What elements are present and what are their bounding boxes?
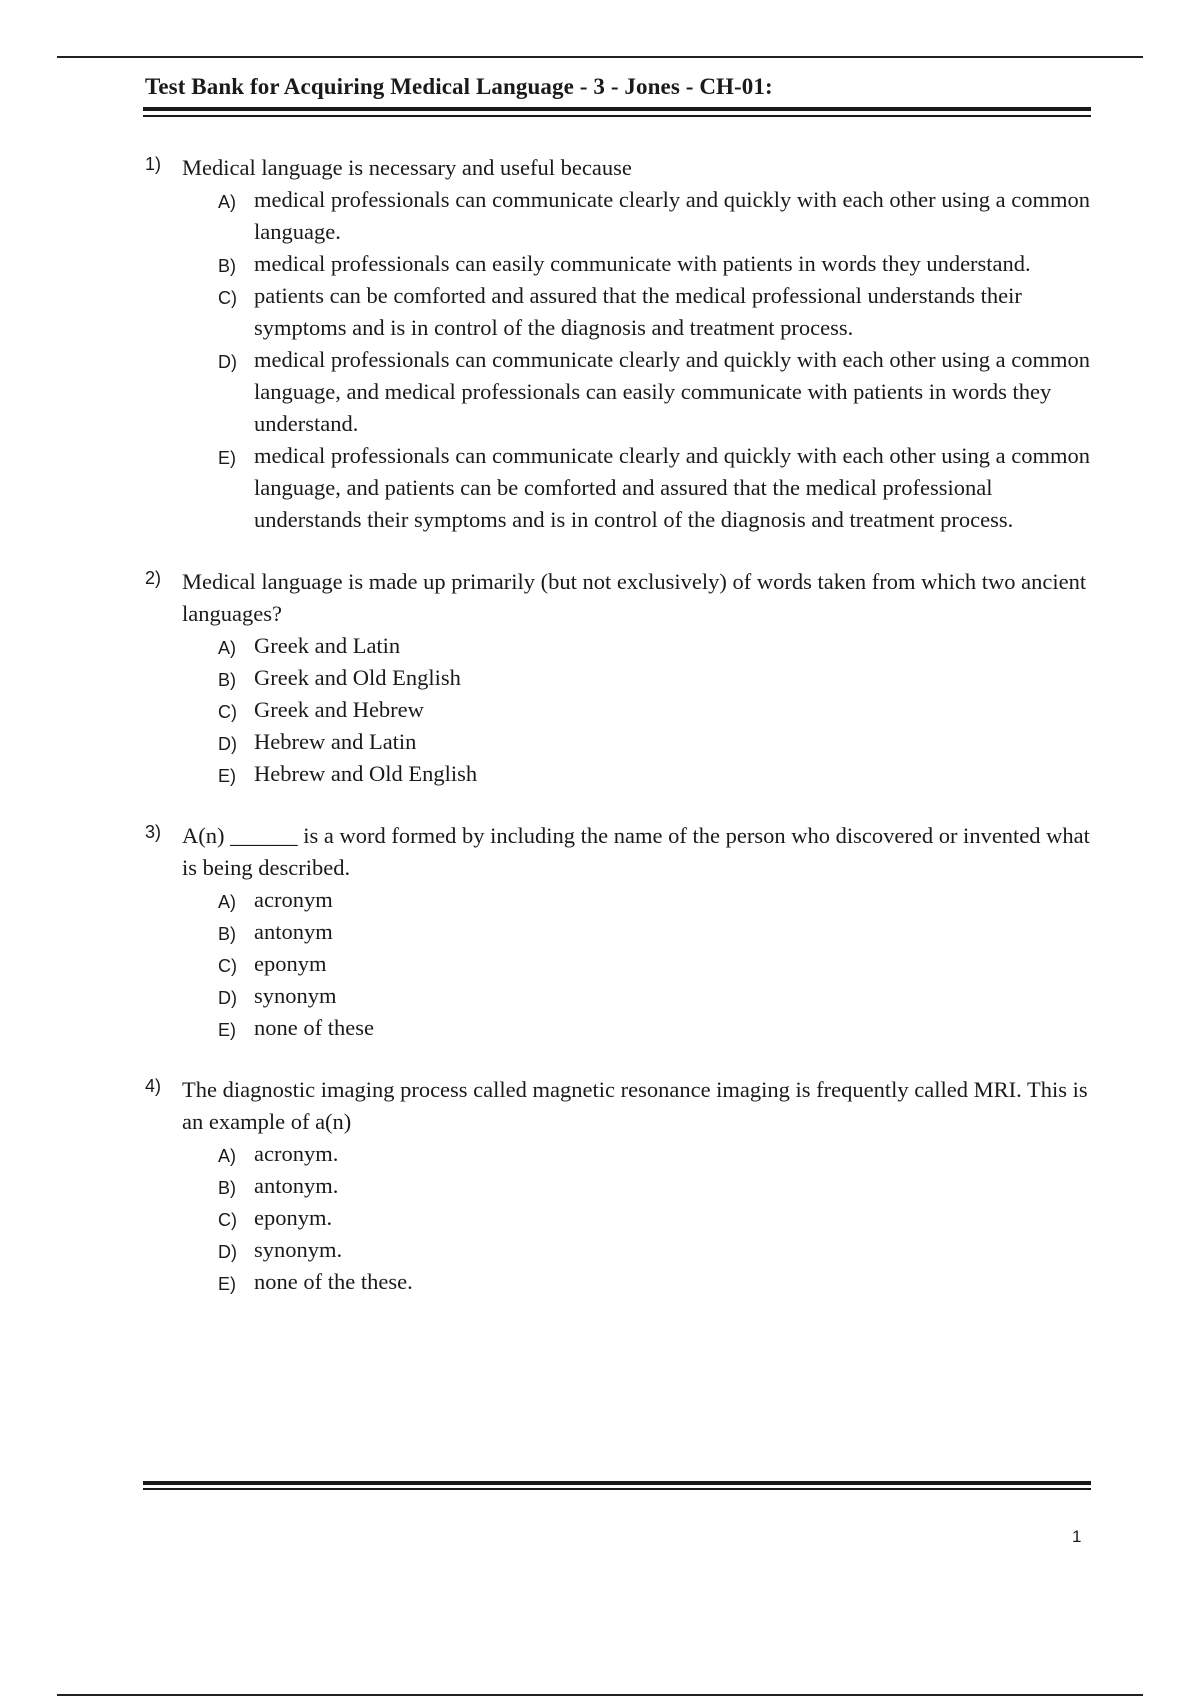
option-text: Greek and Old English (254, 665, 461, 690)
option-text: medical professionals can communicate clearly and quickly with each other using a common language, and patients can be comforted and assured that the medical professional understands their symptoms and is in control of the diagnosis and treatment process. (254, 443, 1090, 532)
option-letter: D) (218, 1242, 237, 1262)
option-letter: C) (218, 702, 237, 722)
option-text: none of the these. (254, 1269, 413, 1294)
option-letter: B) (218, 256, 236, 276)
option-text: medical professionals can easily communicate with patients in words they understand. (254, 251, 1031, 276)
document-header-title: Test Bank for Acquiring Medical Language - 3 - Jones - CH-01: (145, 74, 773, 99)
option-text: acronym. (254, 1141, 339, 1166)
question-1 (145, 152, 1095, 536)
option-text: patients can be comforted and assured that the medical professional understands their symptoms and is in control of the diagnosis and treatment process. (254, 283, 1022, 340)
header-rule-thin (143, 115, 1091, 117)
page-top-border (57, 56, 1143, 58)
answer-options (182, 884, 1095, 1044)
option-letter: A) (218, 192, 236, 212)
option-letter: E) (218, 1274, 236, 1294)
option-letter: B) (218, 924, 236, 944)
option-text: antonym. (254, 1173, 339, 1198)
option-text: eponym. (254, 1205, 333, 1230)
question-text: Medical language is made up primarily (but not exclusively) of words taken from which two ancient languages? (182, 569, 1087, 626)
option-text: medical professionals can communicate clearly and quickly with each other using a common language. (254, 187, 1090, 244)
question-3 (145, 820, 1095, 1044)
answer-option-d (218, 726, 1095, 758)
option-letter: D) (218, 352, 237, 372)
answer-option-b (218, 916, 1095, 948)
page-bottom-border (57, 1694, 1143, 1696)
option-text: Hebrew and Old English (254, 761, 478, 786)
answer-option-e (218, 440, 1095, 536)
option-text: synonym. (254, 1237, 343, 1262)
footer-rule-thick (143, 1481, 1091, 1485)
option-letter: C) (218, 956, 237, 976)
footer-rule-thin (143, 1488, 1091, 1490)
option-letter: C) (218, 1210, 237, 1230)
answer-options (182, 1138, 1095, 1298)
answer-option-a (218, 1138, 1095, 1170)
answer-option-c (218, 1202, 1095, 1234)
question-2 (145, 566, 1095, 790)
answer-option-b (218, 1170, 1095, 1202)
option-letter: B) (218, 1178, 236, 1198)
option-text: acronym (254, 887, 333, 912)
question-text: The diagnostic imaging process called magnetic resonance imaging is frequently called MRI. This is an example of a(n) (182, 1077, 1088, 1134)
option-text: antonym (254, 919, 333, 944)
answer-option-d (218, 1234, 1095, 1266)
answer-option-a (218, 184, 1095, 248)
answer-option-b (218, 248, 1095, 280)
answer-option-b (218, 662, 1095, 694)
answer-option-e (218, 1012, 1095, 1044)
answer-option-d (218, 344, 1095, 440)
option-text: synonym (254, 983, 337, 1008)
answer-options (182, 184, 1095, 536)
option-text: Greek and Hebrew (254, 697, 424, 722)
option-letter: D) (218, 988, 237, 1008)
answer-option-a (218, 630, 1095, 662)
option-letter: A) (218, 638, 236, 658)
answer-option-a (218, 884, 1095, 916)
option-text: none of these (254, 1015, 374, 1040)
answer-option-c (218, 694, 1095, 726)
header-rule-thick (143, 107, 1091, 111)
question-number: 1) (145, 154, 162, 174)
header-double-rule (143, 107, 1091, 118)
question-number: 3) (145, 822, 162, 842)
option-letter: E) (218, 448, 236, 468)
option-letter: E) (218, 766, 236, 786)
footer-double-rule (143, 1481, 1091, 1492)
option-text: Hebrew and Latin (254, 729, 417, 754)
option-text: Greek and Latin (254, 633, 401, 658)
page-number: 1 (1072, 1527, 1082, 1546)
question-text: Medical language is necessary and useful because (182, 155, 632, 180)
option-letter: A) (218, 892, 236, 912)
answer-option-e (218, 758, 1095, 790)
answer-option-c (218, 280, 1095, 344)
answer-option-c (218, 948, 1095, 980)
question-number: 4) (145, 1076, 162, 1096)
question-number: 2) (145, 568, 162, 588)
answer-options (182, 630, 1095, 790)
option-letter: C) (218, 288, 237, 308)
option-text: medical professionals can communicate clearly and quickly with each other using a common language, and medical professionals can easily communicate with patients in words they understand. (254, 347, 1090, 436)
option-letter: B) (218, 670, 236, 690)
option-letter: E) (218, 1020, 236, 1040)
option-letter: A) (218, 1146, 236, 1166)
question-text: A(n) ______ is a word formed by including the name of the person who discovered or invented what is being described. (182, 823, 1090, 880)
option-text: eponym (254, 951, 327, 976)
answer-option-e (218, 1266, 1095, 1298)
question-4 (145, 1074, 1095, 1298)
answer-option-d (218, 980, 1095, 1012)
option-letter: D) (218, 734, 237, 754)
question-list (145, 152, 1095, 1328)
